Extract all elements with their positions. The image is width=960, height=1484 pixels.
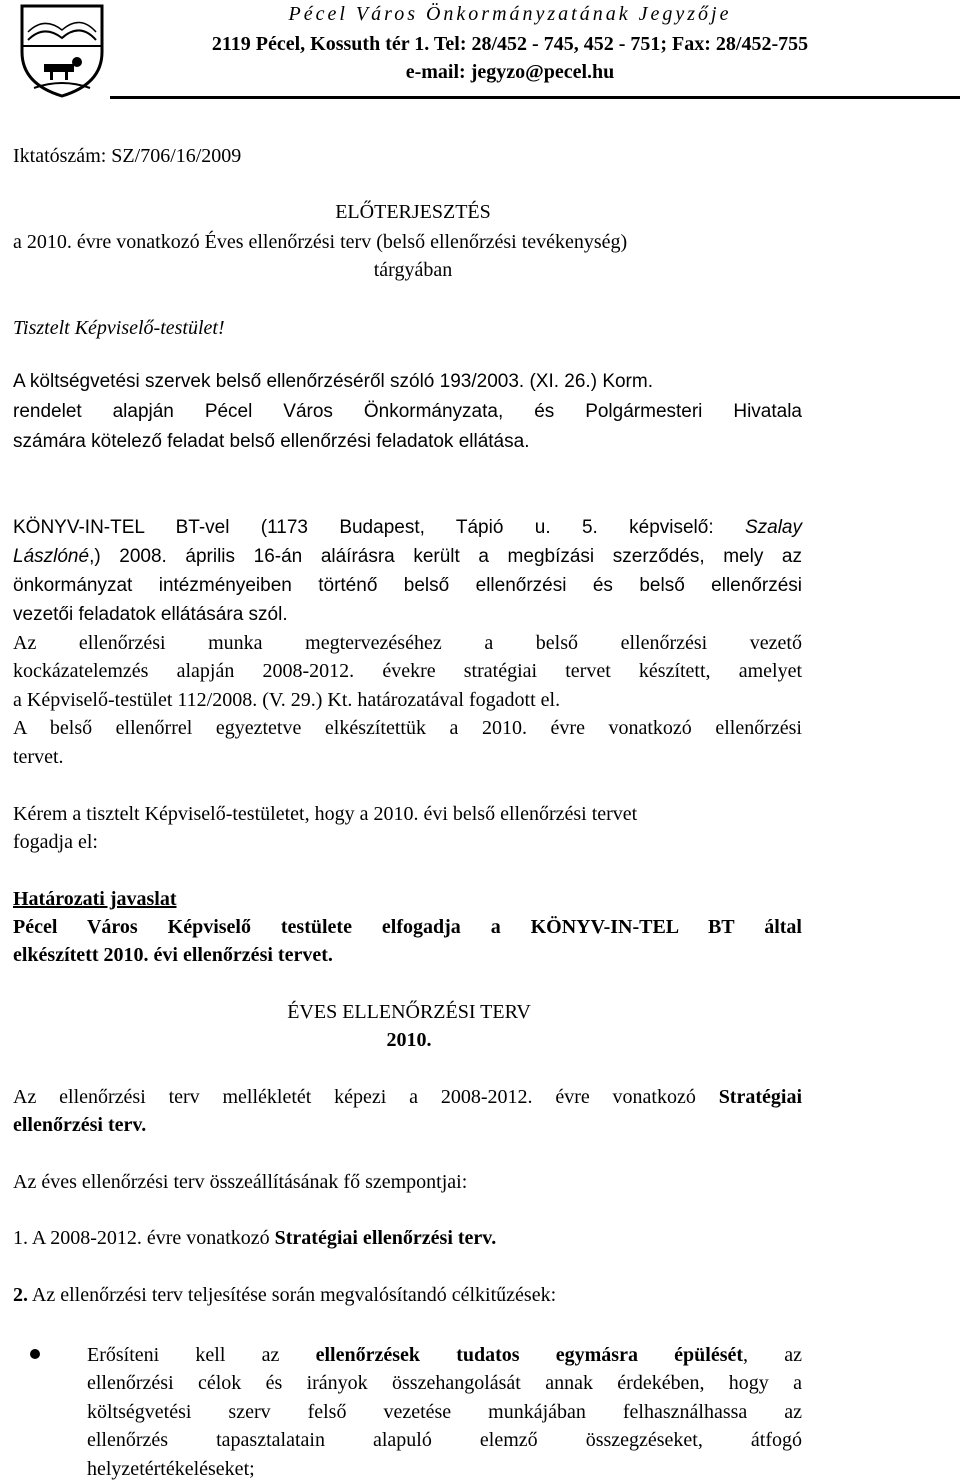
plan-title: ÉVES ELLENŐRZÉSI TERV	[287, 1001, 531, 1023]
resolution-line-1: Pécel Város Képviselő testülete elfogadja a KÖNYV-IN-TEL BT által	[13, 916, 802, 938]
resolution-line-2: elkészített 2010. évi ellenőrzési tervet.	[13, 944, 333, 966]
bullet-icon	[30, 1349, 40, 1359]
bullet-line-5: helyzetértékeléseket;	[87, 1458, 255, 1480]
registry-number: Iktatószám: SZ/706/16/2009	[13, 145, 242, 167]
bullet-line-1: Erősíteni kell az ellenőrzések tudatos egymásra épülését, az	[87, 1344, 802, 1366]
bullet-line-2: ellenőrzési célok és irányok összehangolását annak érdekében, hogy a	[87, 1372, 802, 1394]
paragraph-5-line-1: Az ellenőrzési terv mellékletét képezi a 2008-2012. évre vonatkozó Stratégiai	[13, 1086, 802, 1108]
paragraph-1-line-2: rendelet alapján Pécel Város Önkormányzata, és Polgármesteri Hivatala	[13, 401, 802, 422]
issuer-address: 2119 Pécel, Kossuth tér 1. Tel: 28/452 - 745, 452 - 751; Fax: 28/452-755	[211, 33, 809, 55]
paragraph-2-line-4: vezetői feladatok ellátására szól.	[13, 604, 288, 625]
subject-line-1: a 2010. évre vonatkozó Éves ellenőrzési terv (belső ellenőrzési tevékenység)	[13, 231, 628, 253]
salutation: Tisztelt Képviselő-testület!	[13, 317, 225, 339]
subject-line-2: tárgyában	[373, 259, 453, 281]
paragraph-3-line-4: A belső ellenőrrel egyeztetve elkészítettük a 2010. évre vonatkozó ellenőrzési	[13, 717, 802, 739]
paragraph-2-line-2: Lászlóné,) 2008. április 16-án aláírásra került a megbízási szerződés, mely az	[13, 546, 802, 567]
paragraph-2-line-1: KÖNYV-IN-TEL BT-vel (1173 Budapest, Tápió u. 5. képviselő: Szalay	[13, 517, 802, 538]
paragraph-5-line-2: ellenőrzési terv.	[13, 1114, 147, 1136]
bullet-line-3: költségvetési szerv felső vezetése munkájában felhasználhassa az	[87, 1401, 802, 1423]
paragraph-2-line-3: önkormányzat intézményeiben történő belső ellenőrzési és belső ellenőrzési	[13, 575, 802, 596]
bullet-line-4: ellenőrzés tapasztalatain alapuló elemző összegzéseket, átfogó	[87, 1429, 802, 1451]
document-heading: ELŐTERJESZTÉS	[335, 201, 491, 223]
paragraph-3-line-1: Az ellenőrzési munka megtervezéséhez a belső ellenőrzési vezető	[13, 632, 802, 654]
paragraph-1-line-3: számára kötelező feladat belső ellenőrzési feladatok ellátása.	[13, 431, 530, 452]
paragraph-4-line-2: fogadja el:	[13, 831, 98, 853]
issuer-email: e-mail: jegyzo@pecel.hu	[405, 61, 615, 83]
resolution-title: Határozati javaslat	[13, 888, 177, 910]
issuer-title: Pécel Város Önkormányzatának Jegyzője	[288, 3, 732, 25]
header-divider	[110, 96, 960, 99]
plan-year: 2010.	[386, 1029, 432, 1051]
paragraph-3-line-5: tervet.	[13, 746, 64, 768]
paragraph-4-line-1: Kérem a tisztelt Képviselő-testületet, hogy a 2010. évi belső ellenőrzési tervet	[13, 803, 638, 825]
paragraph-1-line-1: A költségvetési szervek belső ellenőrzéséről szóló 193/2003. (XI. 26.) Korm.	[13, 371, 653, 392]
paragraph-6: Az éves ellenőrzési terv összeállításának fő szempontjai:	[13, 1171, 468, 1193]
paragraph-3-line-3: a Képviselő-testület 112/2008. (V. 29.) Kt. határozatával fogadott el.	[13, 689, 561, 711]
list-item-1: 1. A 2008-2012. évre vonatkozó Stratégiai ellenőrzési terv.	[13, 1227, 497, 1249]
list-item-2: 2. Az ellenőrzési terv teljesítése során megvalósítandó célkitűzések:	[13, 1284, 557, 1306]
paragraph-3-line-2: kockázatelemzés alapján 2008-2012. évekre stratégiai tervet készített, amelyet	[13, 660, 802, 682]
